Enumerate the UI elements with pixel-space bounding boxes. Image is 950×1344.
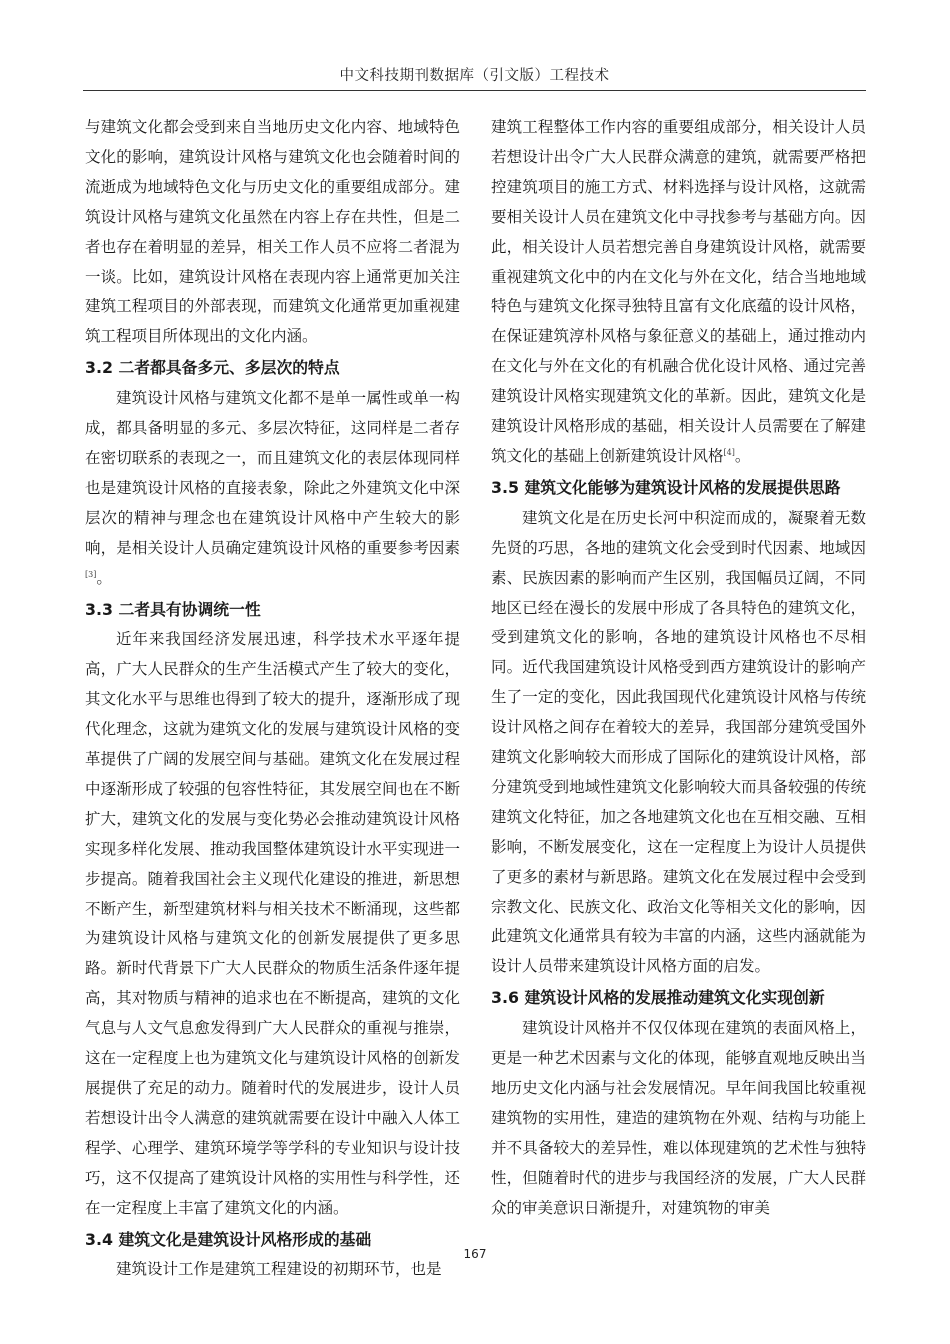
- left-column: [85, 113, 460, 1285]
- paragraph-3-4-start: 建筑设计工作是建筑工程建设的初期环节，也是: [116, 1260, 442, 1279]
- section-heading-3-2: 3.2 二者都具备多元、多层次的特点: [85, 358, 340, 378]
- right-column: [491, 113, 866, 1224]
- citation-3[interactable]: [3]: [85, 569, 97, 579]
- paragraph-3-4-continued: [491, 113, 866, 472]
- paragraph-3-4-end: 。: [734, 446, 751, 465]
- paragraph-3-2-text: 建筑设计风格与建筑文化都不是单一属性或单一构成，都具备明显的多元、多层次特征，这同样是二者存在密切联系的表现之一，而且建筑文化的表层体现同样也是建筑设计风格的直接表象，除此之外建筑文化中深层次的精神与理念也在建筑设计风格中产生较大的影响，是相关设计人员确定建筑设计风格的重要参考因素: [85, 389, 460, 557]
- section-heading-3-3: 3.3 二者具有协调统一性: [85, 599, 261, 619]
- paragraph-3-3: 近年来我国经济发展迅速，科学技术水平逐年提高，广大人民群众的生产生活模式产生了较大的变化，其文化水平与思维也得到了较大的提升，逐渐形成了现代化理念，这就为建筑文化的发展与建筑设计风格的变革提供了广阔的发展空间与基础。建筑文化在发展过程中逐渐形成了较强的包容性特征，其发展空间也在不断扩大，建筑文化的发展与变化势必会推动建筑设计风格实现多样化发展、推动我国整体建筑设计水平实现进一步提高。随着我国社会主义现代化建设的推进，新思想不断产生，新型建筑材料与相关技术不断涌现，这些都为建筑设计风格与建筑文化的创新发展提供了更多思路。新时代背景下广大人民群众的物质生活条件逐年提高，其对物质与精神的追求也在不断提高，建筑的文化气息与人文气息愈发得到广大人民群众的重视与推崇，这在一定程度上也为建筑文化与建筑设计风格的创新发展提供了充足的动力。随着时代的发展进步，设计人员若想设计出令人满意的建筑就需要在设计中融入人体工程学、心理学、建筑环境学等学科的专业知识与设计技巧，这不仅提高了建筑设计风格的实用性与科学性，还在一定程度上丰富了建筑文化的内涵。: [85, 630, 460, 1217]
- paragraph-3-4-text: 建筑工程整体工作内容的重要组成部分，相关设计人员若想设计出令广大人民群众满意的建筑，就需要严格把控建筑项目的施工方式、材料选择与设计风格，这就需要相关设计人员在建筑文化中寻找参考与基础方向。因此，相关设计人员若想完善自身建筑设计风格，就需要重视建筑文化中的内在文化与外在文化，结合当地地域特色与建筑文化探寻独特且富有文化底蕴的设计风格，在保证建筑淳朴风格与象征意义的基础上，通过推动内在文化与外在文化的有机融合优化设计风格、通过完善建筑设计风格实现建筑文化的革新。因此，建筑文化是建筑设计风格形成的基础，相关设计人员需要在了解建筑文化的基础上创新建筑设计风格: [491, 118, 866, 465]
- running-header: 中文科技期刊数据库（引文版）工程技术: [339, 68, 610, 84]
- page-number: 167: [463, 1247, 487, 1261]
- section-heading-3-6: 3.6 建筑设计风格的发展推动建筑文化实现创新: [491, 988, 825, 1008]
- paragraph-continued: 与建筑文化都会受到来自当地历史文化内容、地域特色文化的影响，建筑设计风格与建筑文化也会随着时间的流逝成为地域特色文化与历史文化的重要组成部分。建筑设计风格与建筑文化虽然在内容上存在共性，但是二者也存在着明显的差异，相关工作人员不应将二者混为一谈。比如，建筑设计风格在表现内容上通常更加关注建筑工程项目的外部表现，而建筑文化通常更加重视建筑工程项目所体现出的文化内涵。: [85, 118, 460, 346]
- paragraph-3-6: 建筑设计风格并不仅仅体现在建筑的表面风格上，更是一种艺术因素与文化的体现，能够直观地反映出当地历史文化内涵与社会发展情况。早年间我国比较重视建筑物的实用性，建造的建筑物在外观、结构与功能上并不具备较大的差异性，难以体现建筑的艺术性与独特性，但随着时代的进步与我国经济的发展，广大人民群众的审美意识日渐提升，对建筑物的审美: [491, 1019, 866, 1217]
- header-rule: [83, 90, 866, 91]
- paragraph-3-2-end: 。: [96, 568, 112, 587]
- paragraph-3-5: 建筑文化是在历史长河中积淀而成的，凝聚着无数先贤的巧思，各地的建筑文化会受到时代因素、地域因素、民族因素的影响而产生区别，我国幅员辽阔，不同地区已经在漫长的发展中形成了各具特色的建筑文化，受到建筑文化的影响，各地的建筑设计风格也不尽相同。近代我国建筑设计风格受到西方建筑设计的影响产生了一定的变化，因此我国现代化建筑设计风格与传统设计风格之间存在着较大的差异，我国部分建筑受国外建筑文化影响较大而形成了国际化的建筑设计风格，部分建筑受到地域性建筑文化影响较大而具备较强的传统建筑文化特征，加之各地建筑文化也在互相交融、互相影响，不断发展变化，这在一定程度上为设计人员提供了更多的素材与新思路。建筑文化在发展过程中会受到宗教文化、民族文化、政治文化等相关文化的影响，因此建筑文化通常具有较为丰富的内涵，这些内涵就能为设计人员带来建筑设计风格方面的启发。: [491, 508, 866, 976]
- section-heading-3-4: 3.4 建筑文化是建筑设计风格形成的基础: [85, 1229, 372, 1249]
- section-heading-3-5: 3.5 建筑文化能够为建筑设计风格的发展提供思路: [491, 477, 841, 497]
- paragraph-3-2: [85, 384, 460, 593]
- citation-4[interactable]: [4]: [723, 447, 735, 457]
